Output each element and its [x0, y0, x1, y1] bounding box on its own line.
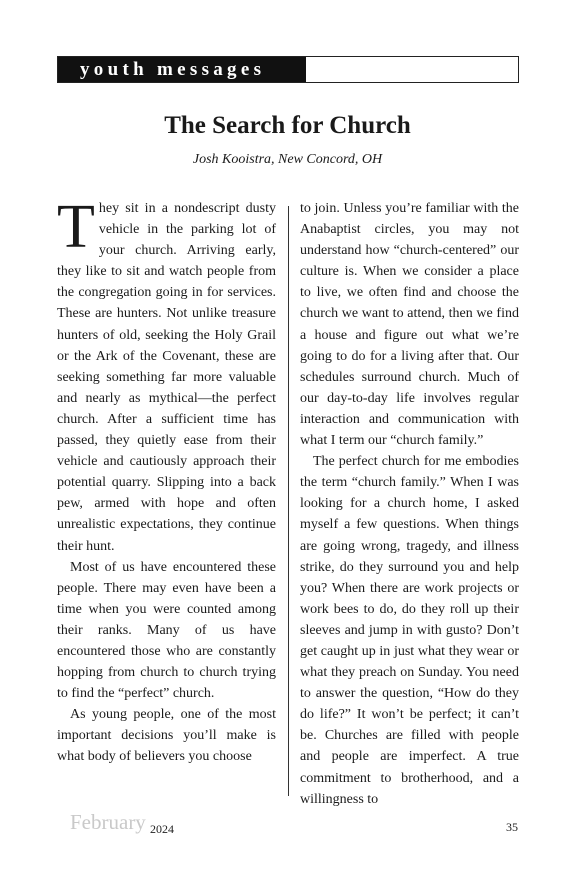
article-byline: Josh Kooistra, New Concord, OH [192, 152, 383, 167]
article-column-right [300, 198, 519, 810]
article-paragraph [57, 193, 276, 557]
page-number: 35 [506, 820, 518, 834]
article-paragraph: As young people, one of the most important decisions you’ll make is what body of believers you choose [57, 707, 276, 765]
column-divider [288, 206, 289, 796]
drop-cap: T [57, 193, 95, 261]
article-paragraph: to join. Unless you’re familiar with the Anabaptist circles, you may not understand how “church-centered” our culture is. When we consider a place to live, we often find and choose the church we want to attend, then we find a house and figure out what we’re going to do for a living after that. Our schedules surround church. Much of our day-to-day life involves regular interaction and communication with what I term our “church family.” [300, 201, 519, 449]
section-header-bar [57, 56, 519, 83]
article-paragraph: The perfect church for me embodies the term “church family.” When I was looking for a church home, I asked myself a few questions. When things are going wrong, tragedy, and illness strike, do they surround you and help you? When there are work projects or work bees to do, do they roll up their sleeves and jump in with gusto? Don’t get caught up in just what they wear or what they preach on Sunday. You need to answer the question, “How do they do life?” It won’t be perfect; it can’t be. Churches are filled with people and people are imperfect. A true commitment to brotherhood, and a willingness to [300, 454, 519, 807]
article-column-left [57, 193, 276, 768]
footer-year: 2024 [150, 822, 174, 836]
footer-month: February [70, 810, 146, 834]
article-title: The Search for Church [164, 112, 411, 139]
paragraph-text: hey sit in a nondescript dusty vehicle in the parking lot of your church. Arriving early, they like to sit and watch people from the congregation going in for services. These are hunters. Not unlike treasure hunters of old, seeking the Holy Grail or the Ark of the Covenant, these are seeking something far more valuable and nearly as mythical—the perfect church. After a sufficient time has passed, they quietly ease from their vehicle and cautiously approach their potential quarry. Slipping into a back pew, armed with hope and often unrealistic expectations, they continue their hunt. [57, 201, 276, 554]
section-label: youth messages [58, 57, 306, 82]
article-paragraph: Most of us have encountered these people. There may even have been a time when you were counted among their ranks. Many of us have encountered those who are constantly hopping from church to church trying to find the “perfect” church. [57, 559, 276, 702]
